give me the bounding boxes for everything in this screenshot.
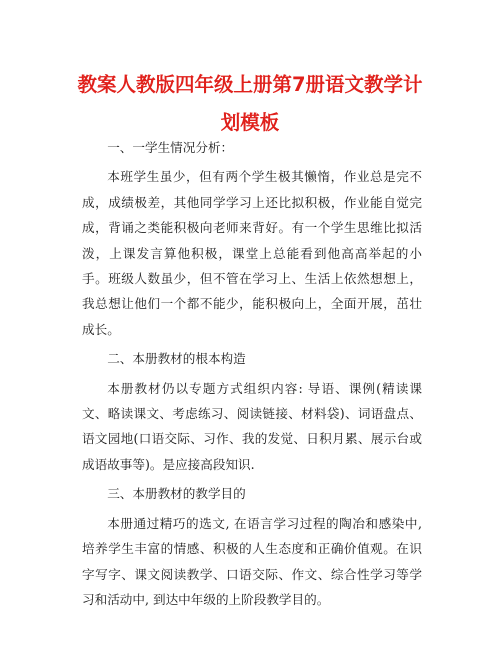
document-title-line-2: 划模板: [220, 111, 280, 134]
section-heading-textbook-structure: 二、本册教材的根本构造: [107, 351, 246, 367]
section-heading-teaching-goals: 三、本册教材的教学目的: [107, 486, 246, 502]
section-paragraph-student-analysis: 本班学生虽少，但有两个学生极其懒惰，作业总是完不成，成绩极差，其他同学学习上还比拟积极，作业能自觉完成，背诵之类能积极向老师来背好。有一个学生思维比拟活泼，上课发言算他积极，课堂上总能看到他高高举起的小手。班级人数虽少，但不管在学习上、生活上依然想想上，我总想让他们一个都不能少，能积极向上，全面开展，茁壮成长。: [82, 169, 422, 337]
document-body: [82, 135, 422, 612]
section-paragraph-teaching-goals: 本册通过精巧的选文, 在语言学习过程的陶冶和感染中, 培养学生丰富的情感、积极的人生态度和正确价值观。在识字写字、课文阅读教学、口语交际、作文、综合性学习等学习和活动中, 到达中年级的上阶段教学目的。: [82, 515, 422, 607]
document-title-line-1: 教案人教版四年级上册第7册语文教学计: [77, 73, 423, 96]
section-paragraph-textbook-structure: 本册教材仍以专题方式组织内容: 导语、课例(精读课文、略读课文、考虑练习、阅读链接、材料袋)、词语盘点、语文园地(口语交际、习作、我的发觉、日积月累、展示台或成语故事等)。是应接高段知识.: [82, 380, 422, 472]
section-heading-student-analysis: 一、一学生情况分析：: [107, 140, 234, 155]
